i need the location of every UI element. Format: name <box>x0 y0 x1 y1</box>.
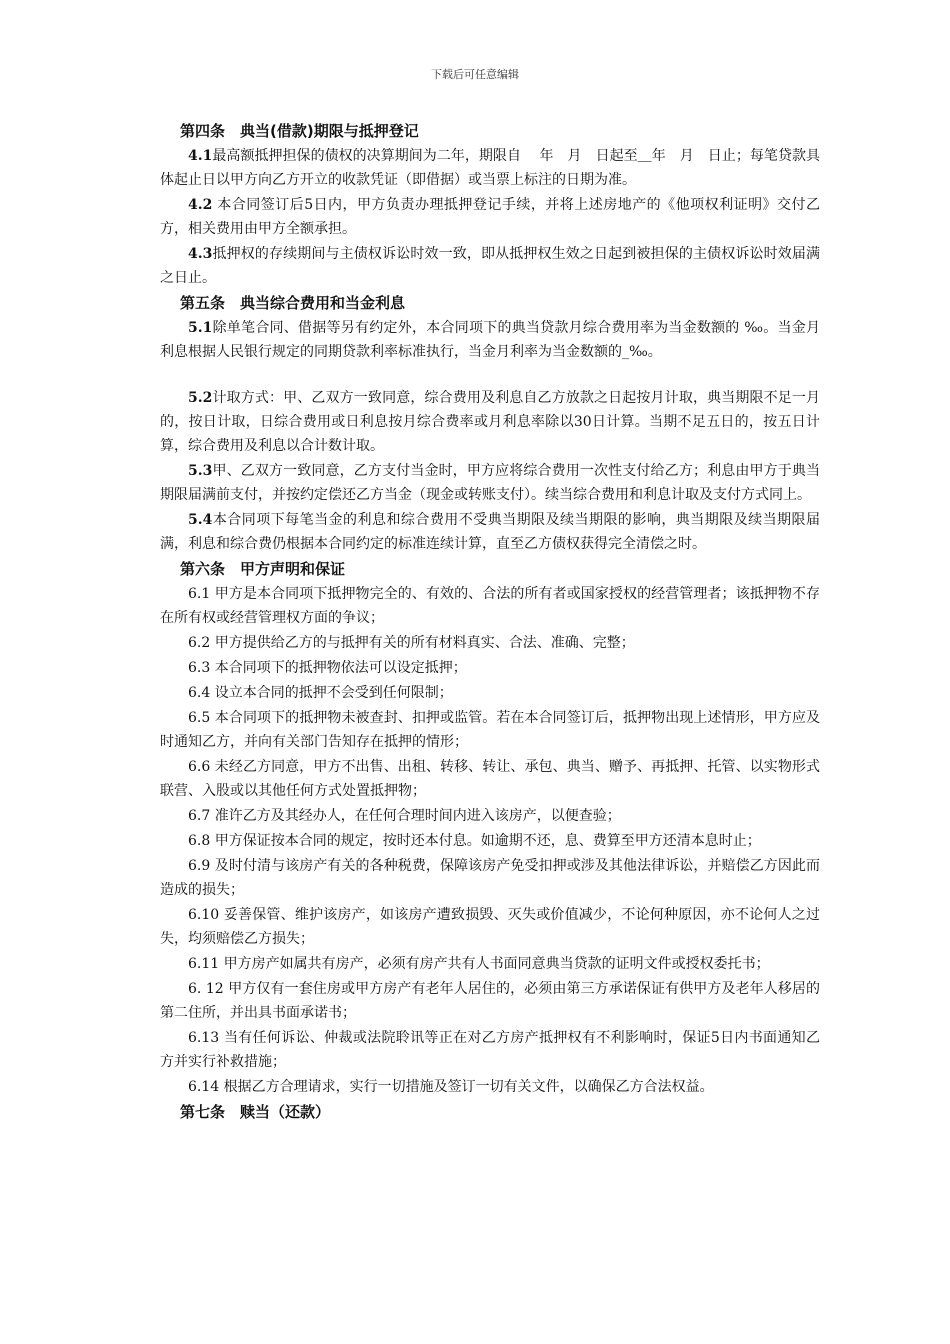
clause-paragraph: 6.11 甲方房产如属共有房产，必须有房产共有人书面同意典当贷款的证明文件或授权委托书； <box>188 956 770 972</box>
clause-paragraph: 6.14 根据乙方合理请求，实行一切措施及签订一切有关文件，以确保乙方合法权益。 <box>188 1079 714 1095</box>
clause-paragraph: 6.7 准许乙方及其经办人，在任何合理时间内进入该房产，以便查验； <box>188 808 621 824</box>
clause-paragraph: 6.2 甲方提供给乙方的与抵押有关的所有材料真实、合法、准确、完整； <box>188 635 635 651</box>
page-header: 下载后可任意编辑 <box>431 68 519 81</box>
clause-paragraph: 4.2 本合同签订后5日内，甲方负责办理抵押登记手续，并将上述房地产的《他项权利证明》交付乙方，相关费用由甲方全额承担。 <box>160 197 820 237</box>
clause-paragraph: 6. 12 甲方仅有一套住房或甲方房产有老年人居住的，必须由第三方承诺保证有供甲方及老年人移居的第二住所，并出具书面承诺书； <box>160 981 820 1021</box>
clause-paragraph: 6.9 及时付清与该房产有关的各种税费，保障该房产免受扣押或涉及其他法律诉讼，并赔偿乙方因此而造成的损失； <box>160 858 820 898</box>
clause-paragraph: 5.3甲、乙双方一致同意，乙方支付当金时，甲方应将综合费用一次性支付给乙方；利息由甲方于典当期限届满前支付，并按约定偿还乙方当金（现金或转账支付）。续当综合费用和利息计取及支付方式同上。 <box>160 463 820 503</box>
clause-paragraph: 6.6 未经乙方同意，甲方不出售、出租、转移、转让、承包、典当、赠予、再抵押、托管、以实物形式联营、入股或以其他任何方式处置抵押物； <box>160 759 820 799</box>
clause-paragraph: 4.3抵押权的存续期间与主债权诉讼时效一致，即从抵押权生效之日起到被担保的主债权诉讼时效届满之日止。 <box>160 246 820 286</box>
clause-paragraph: 6.13 当有任何诉讼、仲裁或法院聆讯等正在对乙方房产抵押权有不利影响时，保证5日内书面通知乙方并实行补救措施； <box>160 1030 820 1070</box>
section-heading: 第五条 典当综合费用和当金利息 <box>180 294 406 312</box>
clause-paragraph: 6.5 本合同项下的抵押物未被查封、扣押或监管。若在本合同签订后，抵押物出现上述情形，甲方应及时通知乙方，并向有关部门告知存在抵押的情形； <box>160 710 820 750</box>
section-heading: 第六条 甲方声明和保证 <box>180 560 346 578</box>
clause-paragraph: 5.1除单笔合同、借据等另有约定外，本合同项下的典当贷款月综合费用率为当金数额的 ‰。当金月利息根据人民银行规定的同期贷款利率标准执行，当金月利率为当金数额的_‰。 <box>160 320 820 360</box>
clause-paragraph: 4.1最高额抵押担保的债权的决算期间为二年，期限自 年 月 日起至＿年 月 日止；每笔贷款具体起止日以甲方向乙方开立的收款凭证（即借据）或当票上标注的日期为准。 <box>160 148 820 188</box>
clause-paragraph: 6.3 本合同项下的抵押物依法可以设定抵押； <box>188 660 467 676</box>
section-heading: 第七条 赎当（还款） <box>180 1103 331 1121</box>
clause-paragraph: 6.4 设立本合同的抵押不会受到任何限制； <box>188 685 453 701</box>
clause-paragraph: 6.10 妥善保管、维护该房产，如该房产遭致损毁、灭失或价值减少，不论何种原因，亦不论何人之过失，均须赔偿乙方损失； <box>160 907 820 947</box>
clause-paragraph: 5.4本合同项下每笔当金的利息和综合费用不受典当期限及续当期限的影响，典当期限及续当期限届满，利息和综合费仍根据本合同约定的标准连续计算，直至乙方债权获得完全清偿之时。 <box>160 512 820 552</box>
clause-paragraph: 6.8 甲方保证按本合同的规定，按时还本付息。如逾期不还，息、费算至甲方还清本息时止； <box>188 833 761 849</box>
clause-paragraph: 5.2计取方式：甲、乙双方一致同意，综合费用及利息自乙方放款之日起按月计取，典当期限不足一月的，按日计取，日综合费用或日利息按月综合费率或月利息率除以30日计算。当期不足五日的，按五日计算，综合费用及利息以合计数计取。 <box>160 390 820 454</box>
clause-paragraph: 6.1 甲方是本合同项下抵押物完全的、有效的、合法的所有者或国家授权的经营管理者；该抵押物不存在所有权或经营管理权方面的争议； <box>160 586 820 626</box>
document-body <box>160 118 820 1125</box>
section-heading: 第四条 典当(借款)期限与抵押登记 <box>180 122 419 140</box>
